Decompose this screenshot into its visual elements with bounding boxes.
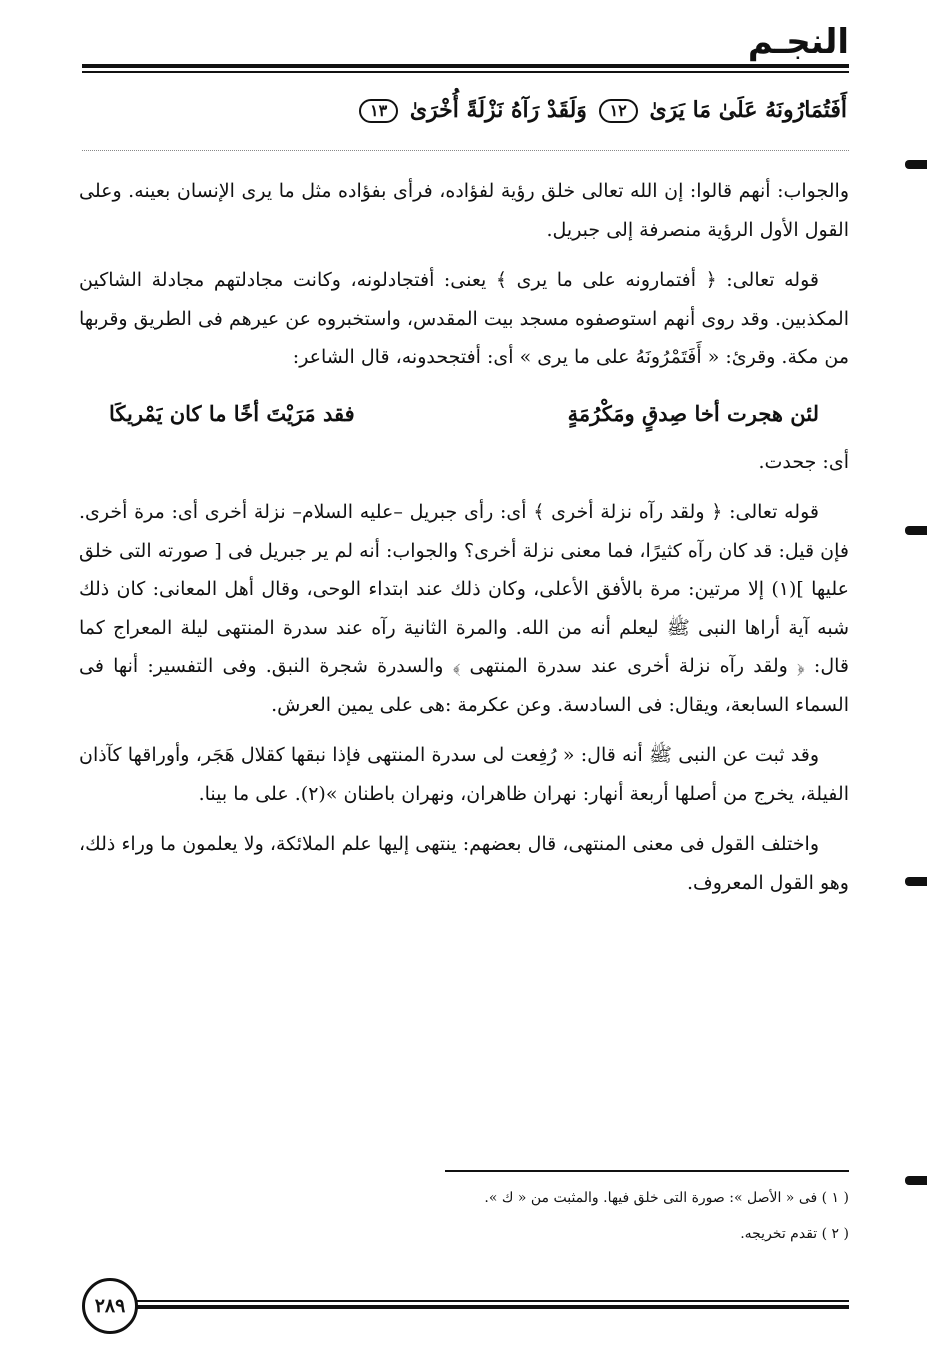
footer-rule-top — [135, 1300, 849, 1302]
quran-verse-line — [77, 93, 847, 127]
verse-part-1: أَفَتُمَارُونَهُ عَلَىٰ مَا يَرَىٰ — [649, 97, 847, 123]
page-number-badge — [82, 1278, 138, 1334]
ayah-number-marker: ١٣ — [359, 99, 398, 123]
page-number: ٢٨٩ — [82, 1278, 138, 1334]
paragraph: واختلف القول فى معنى المنتهى، قال بعضهم: ينتهى إليها علم الملائكة، ولا يعلمون ما وراء ذلك، وهو القول المعروف. — [79, 833, 849, 894]
paragraph: قوله تعالى: ﴿ أفتمارونه على ما يرى ﴾ يعنى: أفتجادلونه، وكانت مجادلتهم مجادلة الشاكين المكذبين. وقد روى أنهم استوصفوه مسجد بيت المقدس، واستخبروه عن عيرهم فى الطريق وقربها من مكة. وقرئ: « أَفَتَمْرُونَهُ على ما يرى » أى: أفتجحدونه، قال الشاعر: — [79, 269, 849, 368]
edge-mark — [905, 526, 927, 535]
verse-separator — [82, 150, 849, 151]
poem-hemistich-right: لئن هجرت أخا صِدقٍ ومَكْرُمَةٍ — [567, 400, 819, 426]
paragraph: والجواب: أنهم قالوا: إن الله تعالى خلق رؤية لفؤاده، فرأى بفؤاده مثل ما يرى الإنسان بعينه. وعلى القول الأول الرؤية منصرفة إلى جبريل. — [79, 180, 849, 241]
paragraph: قوله تعالى: ﴿ ولقد رآه نزلة أخرى ﴾ أى: رأى جبريل –عليه السلام– نزلة أخرى أى: مرة أخرى. فإن قيل: قد كان رآه كثيرًا، فما معنى نزلة أخرى؟ والجواب: أنه لم ير جبريل فى [ صورته التى خلق عليها ](١) إلا مرتين: مرة بالأفق الأعلى، وكان ذلك عند ابتداء الوحى، وقال أهل المعانى: كان ذلك شبه آية أراها النبى ﷺ ليعلم أنه من الله. والمرة الثانية رآه عند سدرة المنتهى ليلة المعراج كما قال: ﴿ ولقد رآه نزلة أخرى عند سدرة المنتهى ﴾ والسدرة شجرة النبق. وفى التفسير: أنها فى السماء السابعة، ويقال: فى السادسة. وعن عكرمة :هى على يمين العرش. — [79, 501, 850, 716]
edge-mark — [905, 1176, 927, 1185]
header-rule-bottom — [82, 71, 849, 73]
verse-part-2: وَلَقَدْ رَآهُ نَزْلَةً أُخْرَىٰ — [409, 97, 587, 123]
footnote-rule — [445, 1170, 849, 1172]
edge-mark — [905, 160, 927, 169]
poem-verse — [79, 389, 849, 439]
ayah-number-marker: ١٢ — [599, 99, 638, 123]
edge-mark — [905, 877, 927, 886]
footnote-2: ( ٢ ) تقدم تخريجه. — [740, 1226, 849, 1242]
paragraph: وقد ثبت عن النبى ﷺ أنه قال: « رُفِعت لى سدرة المنتهى فإذا نبقها كقلال هَجَر، وأوراقها كآذان الفيلة، يخرج من أصلها أربعة أنهار: نهران ظاهران، ونهران باطنان »(٢). على ما بينا. — [79, 744, 849, 805]
commentary-body — [79, 172, 849, 914]
footnote-1: ( ١ ) فى « الأصل »: صورة التى خلق فيها. والمثبت من « ك ». — [484, 1190, 849, 1206]
footnotes — [79, 1180, 849, 1252]
surah-title: النجـم — [747, 22, 849, 62]
footer-rule-bottom — [135, 1305, 849, 1309]
poem-hemistich-left: فقد مَرَيْتَ أخًا ما كان يَمْريكَا — [109, 400, 355, 426]
header-rule-top — [82, 64, 849, 68]
paragraph: أى: جحدت. — [758, 450, 849, 473]
